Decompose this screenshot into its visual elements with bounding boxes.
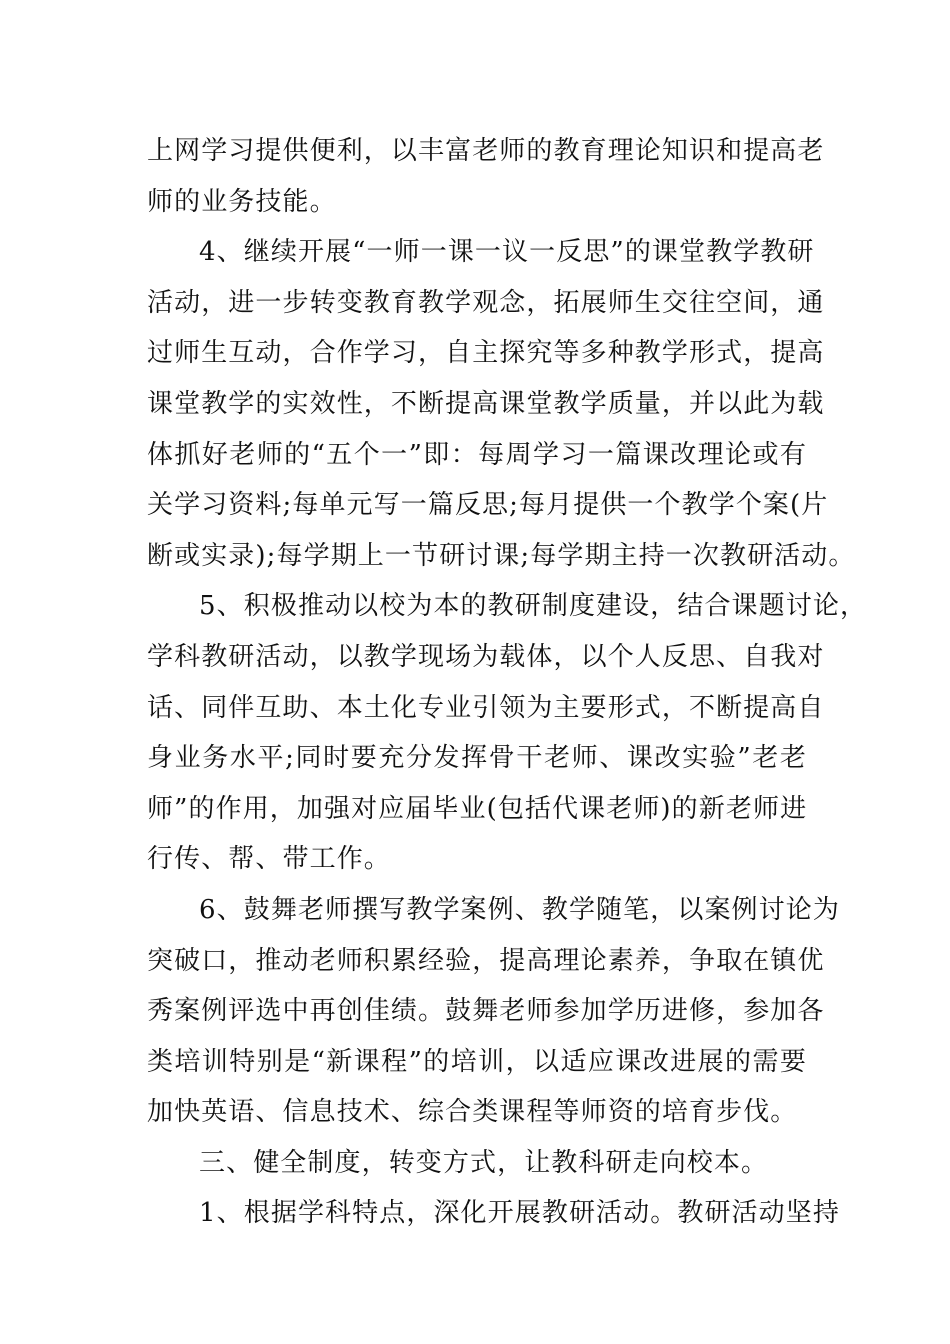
document-body (147, 126, 868, 1239)
text-line: 断或实录);每学期上一节研讨课;每学期主持一次教研活动。 (147, 540, 856, 571)
text-line: 行传、帮、带工作。 (147, 844, 391, 875)
paragraph-4-first-line: 4、继续开展“一师一课一议一反思”的课堂教学教研 (199, 237, 815, 268)
section-heading: 三、健全制度，转变方式，让教科研走向校本。 (199, 1147, 769, 1178)
text-line: 活动，进一步转变教育教学观念，拓展师生交往空间，通 (147, 287, 825, 318)
text-line: 师的业务技能。 (147, 186, 337, 217)
text-line: 过师生互动，合作学习，自主探究等多种教学形式，提高 (147, 338, 825, 369)
text-line: 上网学习提供便利，以丰富老师的教育理论知识和提高老 (147, 136, 825, 166)
text-line: 课堂教学的实效性，不断提高课堂教学质量，并以此为载 (147, 388, 825, 419)
text-line: 师”的作用，加强对应届毕业(包括代课老师)的新老师进 (147, 793, 808, 824)
text-line: 身业务水平;同时要充分发挥骨干老师、课改实验”老老 (147, 743, 807, 774)
paragraph-5-first-line: 5、积极推动以校为本的教研制度建设，结合课题讨论， (199, 591, 868, 622)
text-line: 秀案例评选中再创佳绩。鼓舞老师参加学历进修，参加各 (147, 996, 825, 1027)
text-line: 加快英语、信息技术、综合类课程等师资的培育步伐。 (147, 1097, 798, 1128)
paragraph-6-first-line: 6、鼓舞老师撰写教学案例、教学随笔，以案例讨论为 (199, 894, 840, 925)
paragraph-1-first-line: 1、根据学科特点，深化开展教研活动。教研活动坚持 (199, 1198, 840, 1229)
text-line: 突破口，推动老师积累经验，提高理论素养，争取在镇优 (147, 945, 825, 976)
text-line: 话、同伴互助、本土化专业引领为主要形式，不断提高自 (147, 692, 825, 723)
text-line: 学科教研活动，以教学现场为载体，以个人反思、自我对 (147, 641, 825, 672)
text-line: 类培训特别是“新课程”的培训，以适应课改进展的需要 (147, 1046, 807, 1077)
text-line: 关学习资料;每单元写一篇反思;每月提供一个教学个案(片 (147, 490, 829, 521)
text-line: 体抓好老师的“五个一”即：每周学习一篇课改理论或有 (147, 439, 807, 470)
